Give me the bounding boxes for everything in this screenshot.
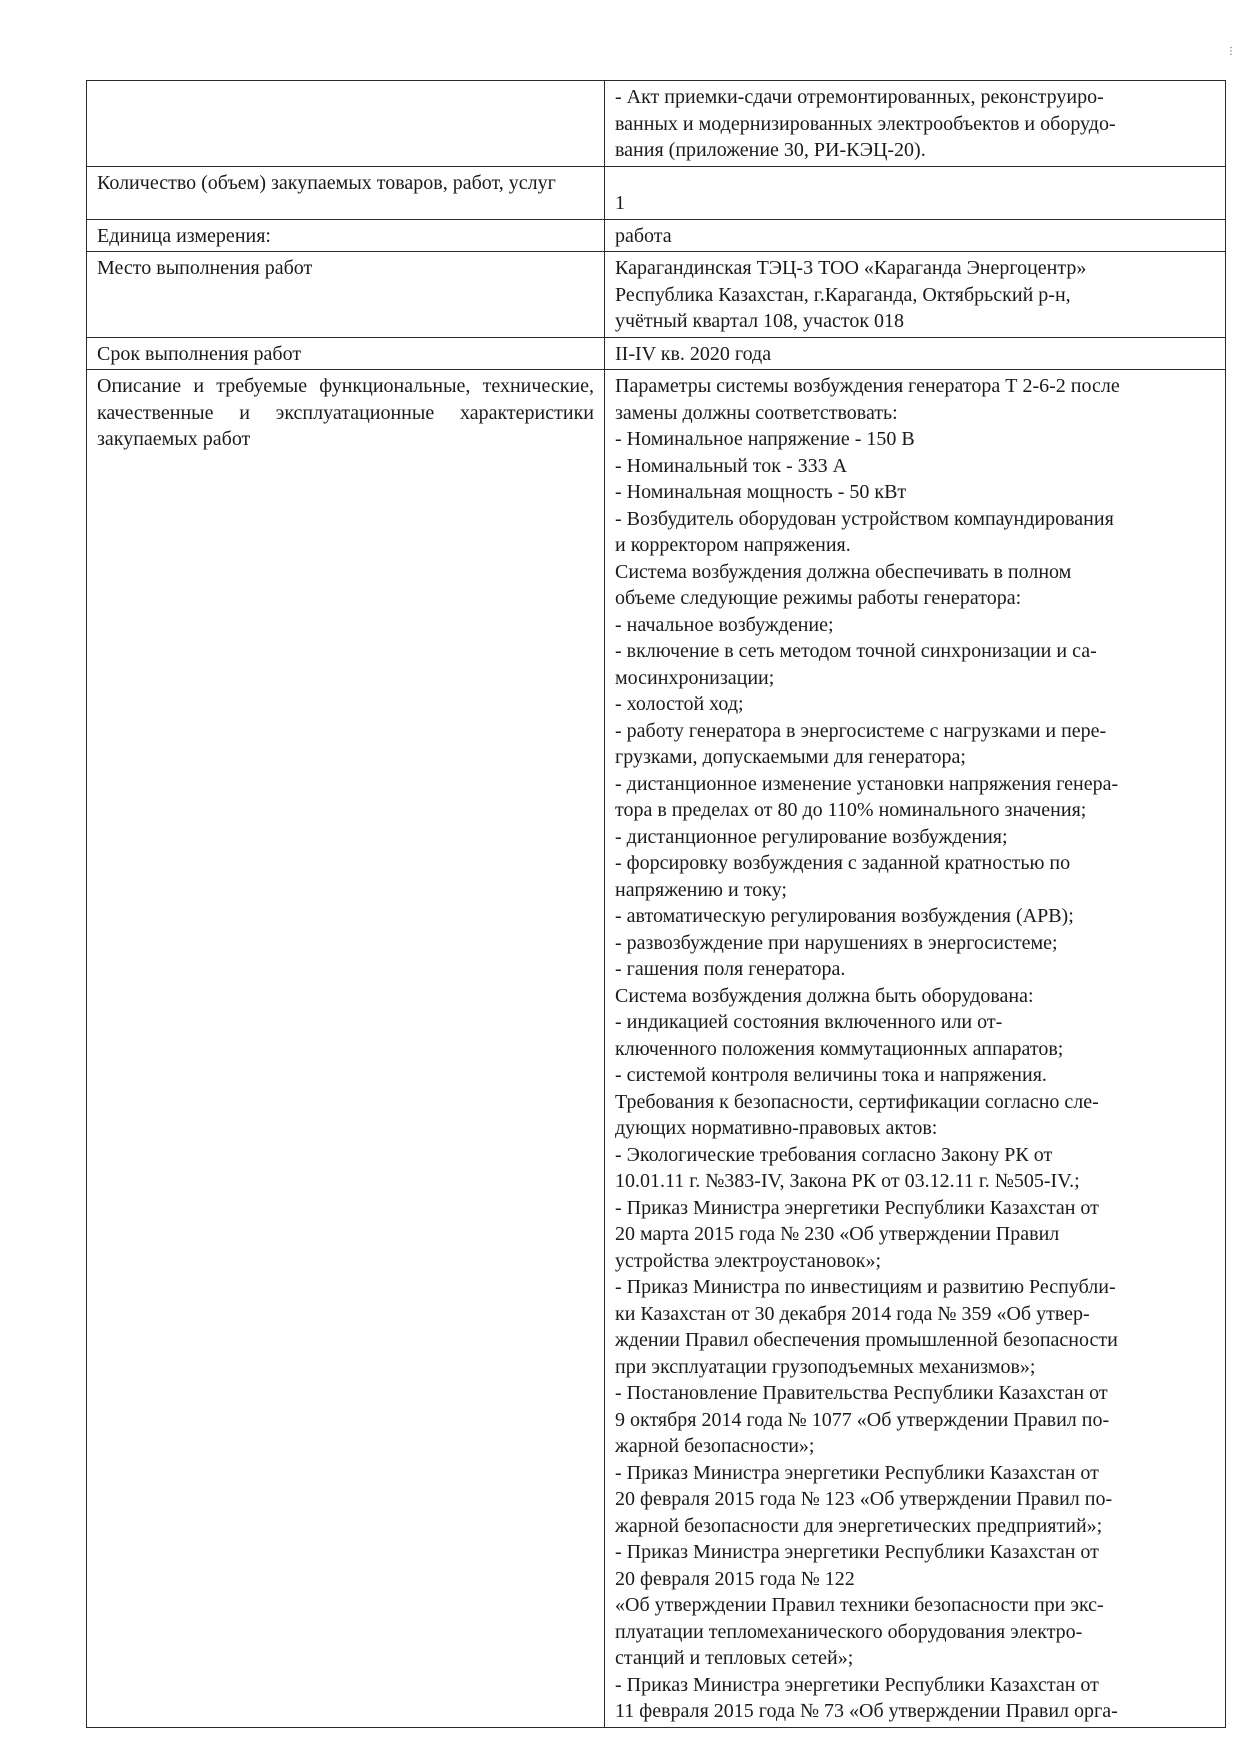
value-line: учётный квартал 108, участок 018 [615,310,905,332]
value-line: 9 октября 2014 года № 1077 «Об утверждении Правил по- [615,1408,1110,1431]
value-line: Карагандинская ТЭЦ-3 ТОО «Караганда Энергоцентр» [615,257,1087,279]
value-line: замены должны соответствовать: [615,401,898,424]
value-line: Система возбуждения должна быть оборудована: [615,984,1034,1007]
value-line: - Приказ Министра по инвестициям и развитию Республи- [615,1276,1116,1298]
value-line: - включение в сеть методом точной синхронизации и са- [615,640,1097,662]
value-line: Параметры системы возбуждения генератора Т 2-6-2 после [615,375,1120,397]
table-row [87,166,1226,219]
value-line: Система возбуждения должна обеспечивать в полном [615,560,1072,583]
value-line: - Возбудитель оборудован устройством компаундирования [615,507,1114,530]
value-line: - Приказ Министра энергетики Республики Казахстан от [615,1673,1099,1696]
value-line: - дистанционное регулирование возбуждения; [615,825,1008,848]
value-line: вания (приложение 30, РИ-КЭЦ-20). [615,139,926,161]
value-line: плуатации тепломеханического оборудования электро- [615,1620,1083,1643]
row-label-cell [87,252,605,338]
value-line: - гашения поля генератора. [615,958,846,980]
table-row [87,81,1226,167]
value-line: 20 февраля 2015 года № 122 [615,1567,855,1590]
row-value-cell [605,166,1226,219]
value-line: напряжению и току; [615,878,787,901]
value-line: - работу генератора в энергосистеме с нагрузками и пере- [615,719,1107,742]
scan-artifact: ⋮ [1226,46,1236,57]
value-line: тора в пределах от 80 до 110% номинального значения; [615,799,1087,821]
value-line: - холостой ход; [615,693,744,715]
spec-table-body [87,81,1226,1728]
row-label: Количество (объем) закупаемых товаров, работ, услуг [97,171,556,194]
value-line: объеме следующие режимы работы генератора: [615,587,1022,609]
value-line: Требования к безопасности, сертификации согласно сле- [615,1090,1099,1113]
value-line: - системой контроля величины тока и напряжения. [615,1064,1047,1086]
spec-table [86,80,1226,1728]
row-value-cell [605,252,1226,338]
row-value-cell [605,81,1226,167]
value-line: - Приказ Министра энергетики Республики Казахстан от [615,1461,1099,1484]
value-line: 10.01.11 г. №383-IV, Закона РК от 03.12.11 г. №505-IV.; [615,1170,1080,1192]
value-line: - автоматическую регулирования возбуждения (АРВ); [615,905,1074,927]
value-line: - Постановление Правительства Республики Казахстан от [615,1382,1108,1404]
value-line: - Приказ Министра энергетики Республики Казахстан от [615,1541,1099,1563]
value-line: - Номинальное напряжение - 150 В [615,428,915,450]
row-label-cell [87,81,605,167]
value-line: Республика Казахстан, г.Караганда, Октябрьский р-н, [615,283,1071,306]
value-line: - Акт приемки-сдачи отремонтированных, реконструиро- [615,86,1104,108]
value-line: 1 [615,192,625,214]
value-line: грузками, допускаемыми для генератора; [615,746,966,768]
row-label: Описание и требуемые функциональные, технические, качественные и эксплуатационные характеристики закупаемых работ [97,375,594,450]
value-line: жарной безопасности»; [615,1435,815,1457]
value-line: станций и тепловых сетей»; [615,1647,854,1669]
row-label-cell [87,337,605,370]
value-line: - форсировку возбуждения с заданной кратностью по [615,852,1071,874]
value-line: - Экологические требования согласно Закону РК от [615,1143,1053,1166]
value-line: 11 февраля 2015 года № 73 «Об утверждении Правил орга- [615,1700,1118,1722]
value-line: - индикацией состояния включенного или от- [615,1011,1003,1033]
value-line: при эксплуатации грузоподъемных механизмов»; [615,1355,1036,1378]
value-line: устройства электроустановок»; [615,1249,882,1272]
table-row [87,337,1226,370]
value-line: работа [615,224,672,247]
row-value-cell [605,219,1226,252]
value-line: - Номинальный ток - 333 А [615,454,848,477]
row-label: Место выполнения работ [97,257,313,279]
row-label: Срок выполнения работ [97,342,302,365]
row-value-cell [605,337,1226,370]
value-line: и корректором напряжения. [615,534,851,556]
value-line: II-IV кв. 2020 года [615,342,772,365]
value-line: 20 февраля 2015 года № 123 «Об утверждении Правил по- [615,1488,1113,1510]
value-line: - дистанционное изменение установки напряжения генера- [615,772,1119,795]
row-label-cell [87,166,605,219]
table-row [87,252,1226,338]
row-label-cell [87,370,605,1728]
value-line: - развозбуждение при нарушениях в энергосистеме; [615,931,1058,954]
value-line: «Об утверждении Правил техники безопасности при экс- [615,1594,1104,1616]
table-row [87,370,1226,1728]
value-line: 20 марта 2015 года № 230 «Об утверждении Правил [615,1223,1060,1245]
value-line: - Номинальная мощность - 50 кВт [615,481,907,503]
row-label: Единица измерения: [97,224,271,247]
value-line: жарной безопасности для энергетических предприятий»; [615,1514,1103,1537]
value-line: ключенного положения коммутационных аппаратов; [615,1037,1064,1060]
table-row [87,219,1226,252]
value-line: мосинхронизации; [615,666,775,689]
value-line: ванных и модернизированных электрообъектов и оборудо- [615,112,1116,135]
value-line: дующих нормативно-правовых актов: [615,1117,938,1139]
value-line: ки Казахстан от 30 декабря 2014 года № 359 «Об утвер- [615,1302,1090,1325]
value-line: - Приказ Министра энергетики Республики Казахстан от [615,1196,1099,1219]
row-value-cell [605,370,1226,1728]
value-line: ждении Правил обеспечения промышленной безопасности [615,1329,1118,1351]
row-label-cell [87,219,605,252]
value-line: - начальное возбуждение; [615,613,834,636]
